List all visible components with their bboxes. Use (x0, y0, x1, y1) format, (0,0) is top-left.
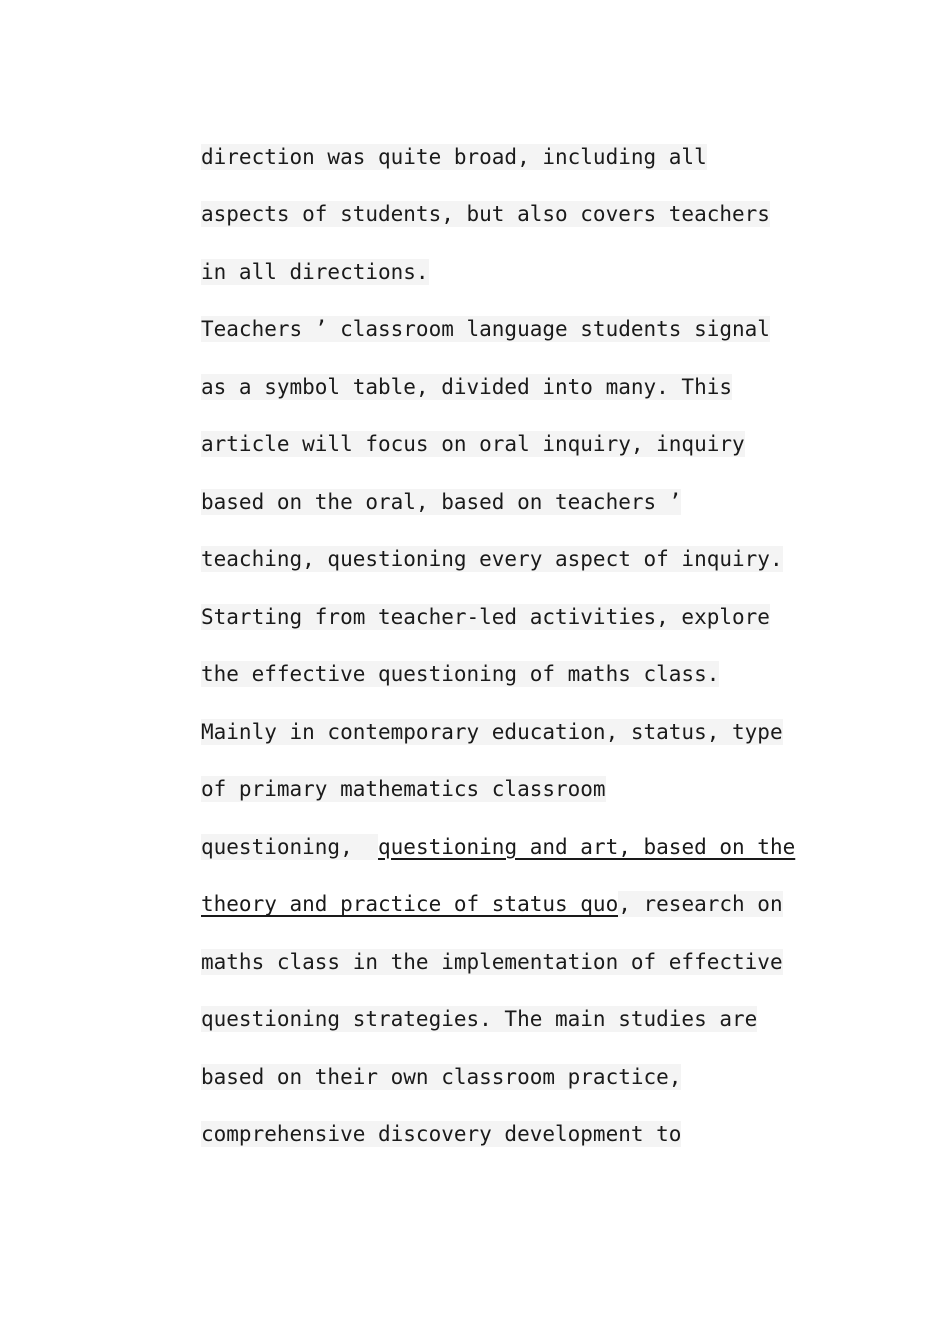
text-span: of primary mathematics classroom (201, 777, 606, 802)
text-line (201, 186, 821, 244)
text-span: comprehensive discovery development to (201, 1122, 682, 1147)
text-span: teaching, questioning every aspect of inquiry. (201, 547, 783, 572)
text-line (201, 301, 821, 359)
text-line (201, 588, 821, 646)
text-span: direction was quite broad, including all (201, 144, 707, 169)
text-span: aspects of students, but also covers teachers (201, 202, 770, 227)
text-line (201, 703, 821, 761)
text-line (201, 243, 821, 301)
text-span: based on their own classroom practice, (201, 1064, 682, 1089)
underlined-text: theory and practice of status quo (201, 892, 619, 917)
text-line (201, 128, 821, 186)
text-line (201, 473, 821, 531)
text-line (201, 1048, 821, 1106)
text-line (201, 876, 821, 934)
text-span: Starting from teacher-led activities, explore (201, 604, 770, 629)
text-span: article will focus on oral inquiry, inquiry (201, 432, 745, 457)
text-span: as a symbol table, divided into many. This (201, 374, 733, 399)
text-span: questioning strategies. The main studies are (201, 1007, 758, 1032)
text-line (201, 761, 821, 819)
text-line (201, 416, 821, 474)
text-span: Teachers ’ classroom language students signal (201, 317, 770, 342)
underlined-text: questioning and art, based on the (378, 834, 796, 859)
text-line (201, 1106, 821, 1164)
text-span: in all directions. (201, 259, 429, 284)
text-span: Mainly in contemporary education, status, type (201, 719, 783, 744)
text-line (201, 646, 821, 704)
body-text (201, 128, 821, 1163)
text-line (201, 818, 821, 876)
text-span: questioning, (201, 834, 379, 859)
text-span: the effective questioning of maths class. (201, 662, 720, 687)
text-line (201, 531, 821, 589)
text-line (201, 358, 821, 416)
text-line (201, 991, 821, 1049)
text-line (201, 933, 821, 991)
text-span: maths class in the implementation of effective (201, 949, 783, 974)
text-span: based on the oral, based on teachers ’ (201, 489, 682, 514)
text-span: , research on (618, 892, 783, 917)
